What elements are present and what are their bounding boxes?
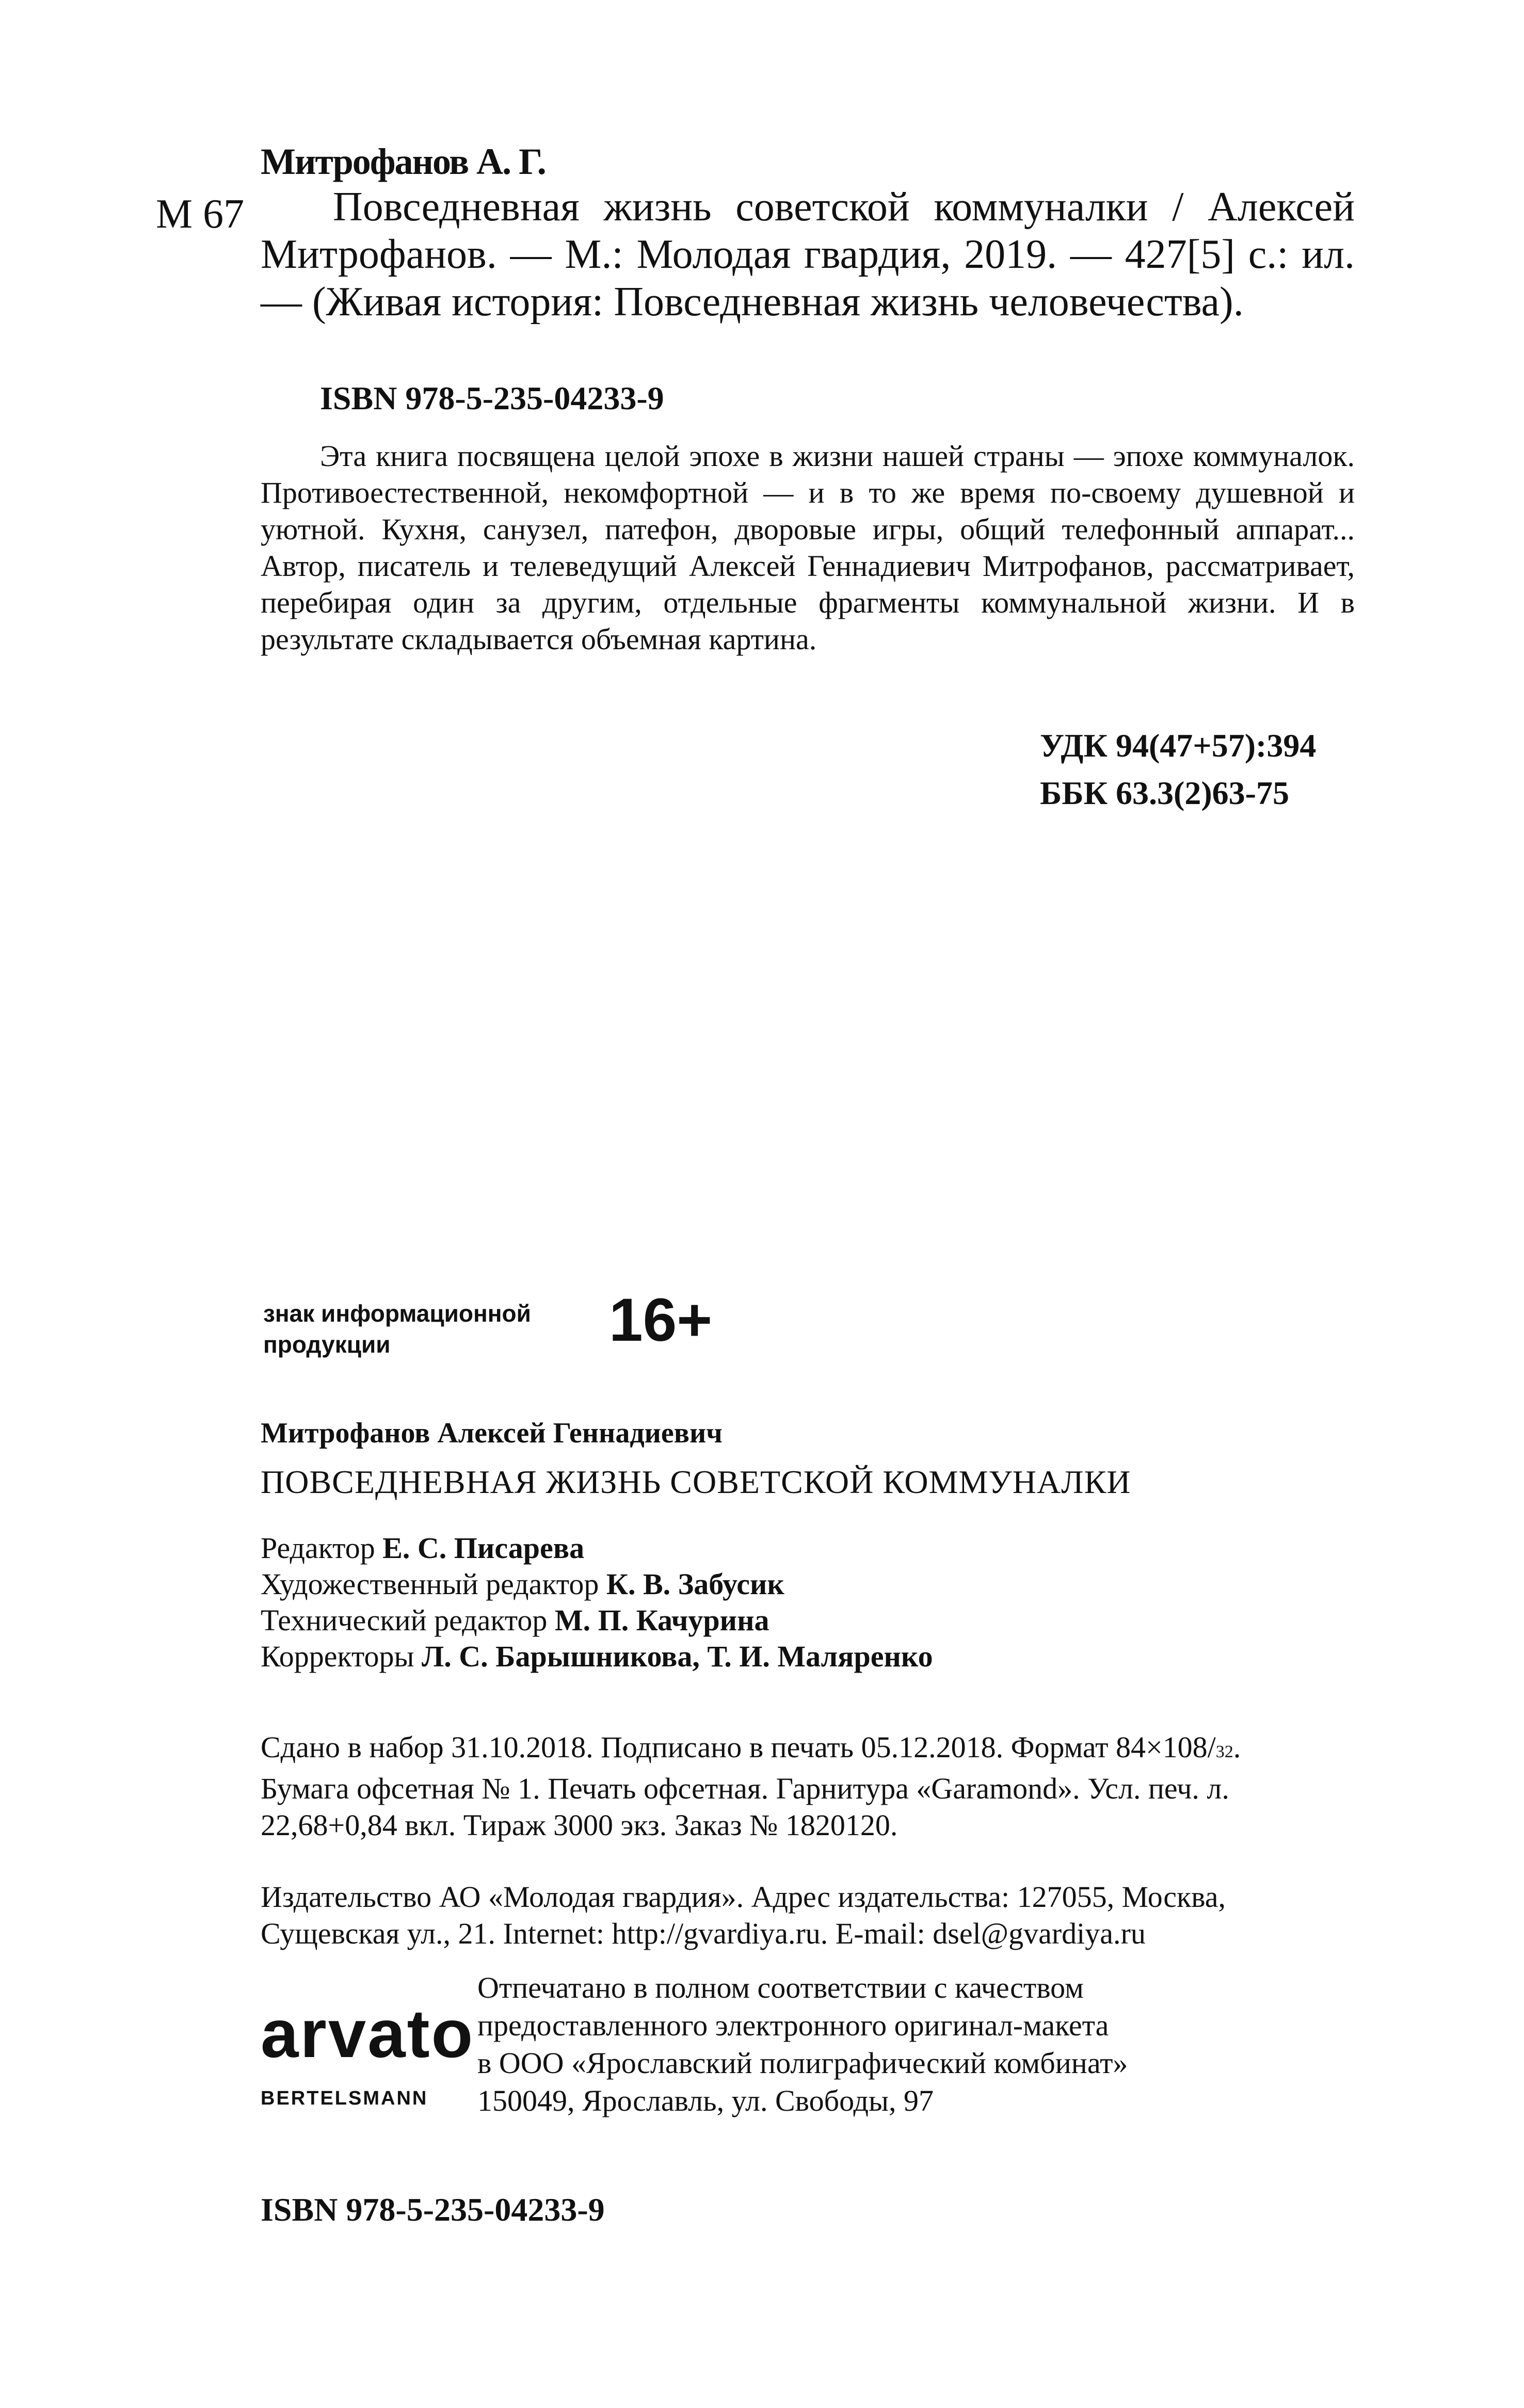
credit-role: Технический редактор [261,1603,555,1637]
isbn-top: ISBN 978-5-235-04233-9 [320,380,664,416]
credits-list [261,1530,933,1675]
imprint-title: ПОВСЕДНЕВНАЯ ЖИЗНЬ СОВЕТСКОЙ КОММУНАЛКИ [261,1464,1131,1500]
age-rating: 16+ [609,1286,713,1354]
credit-name: М. П. Качурина [554,1603,769,1637]
author-heading: Митрофанов А. Г. [261,141,546,182]
printer-line4: 150049, Ярославль, ул. Свободы, 97 [477,2084,934,2117]
credit-role: Редактор [261,1531,383,1565]
print-details-line2: Бумага офсетная № 1. Печать офсетная. Гарнитура «Garamond». Усл. печ. л. [261,1772,1229,1805]
publisher-line2: Сущевская ул., 21. Internet: http://gvardiya.ru. E-mail: dsel@gvardiya.ru [261,1917,1146,1950]
credit-name: Е. С. Писарева [382,1531,585,1565]
age-mark-label-line2: продукции [263,1331,391,1358]
credit-tech-editor [261,1602,933,1639]
bibliographic-description [261,183,1355,326]
imprint-author: Митрофанов Алексей Геннадиевич [261,1417,723,1449]
udk-code: УДК 94(47+57):394 [1040,727,1317,764]
printer-line3: в ООО «Ярославский полиграфический комбинат» [477,2046,1128,2080]
print-details-line1: Сдано в набор 31.10.2018. Подписано в печать 05.12.2018. Формат 84×108/32. [261,1730,1241,1764]
print-details-line3: 22,68+0,84 вкл. Тираж 3000 экз. Заказ № 1820120. [261,1808,898,1842]
credit-name: Л. С. Барышникова, Т. И. Маляренко [422,1640,933,1673]
age-mark-label [263,1298,573,1360]
isbn-bottom: ISBN 978-5-235-04233-9 [261,2191,605,2228]
print-details [261,1729,1355,1843]
bertelsmann-logo-text: BERTELSMANN [261,2088,428,2109]
annotation [261,438,1355,657]
publisher-line1: Издательство АО «Молодая гвардия». Адрес издательства: 127055, Москва, [261,1880,1226,1914]
bibliographic-description-text: Повседневная жизнь советской коммуналки / Алексей Митрофанов. — М.: Молодая гвардия, 2019. — 427[5] с.: ил. — (Живая история: Повседневная жизнь человечества). [261,184,1355,325]
age-mark-label-line1: знак информационной [263,1300,531,1327]
printer-line1: Отпечатано в полном соответствии с качеством [477,1971,1084,2004]
annotation-text: Эта книга посвящена целой эпохе в жизни нашей страны — эпохе коммуналок. Противоестественной, некомфортной — и в то же время по-своему душевной и уютной. Кухня, санузел, патефон, дворовые игры, общий телефонный аппарат... Автор, писатель и телеведущий Алексей Геннадиевич Митрофанов, рассматривает, перебирая один за другим, отдельные фрагменты коммунальной жизни. И в результате складывается объемная картина. [261,439,1355,656]
printer-info [477,1969,1128,2120]
credit-role: Корректоры [261,1640,422,1673]
credit-name: К. В. Забусик [606,1567,784,1601]
call-number: М 67 [156,191,245,237]
publisher-info [261,1879,1355,1952]
format-fraction-denominator: 32 [1215,1742,1233,1761]
credit-proofreaders [261,1639,933,1675]
credit-art-editor [261,1566,933,1602]
credit-editor [261,1530,933,1566]
bbk-code: ББК 63.3(2)63-75 [1040,775,1289,811]
arvato-logo: arvato [261,1996,475,2072]
printer-line2: предоставленного электронного оригинал-макета [477,2009,1109,2042]
credit-role: Художественный редактор [261,1567,606,1601]
